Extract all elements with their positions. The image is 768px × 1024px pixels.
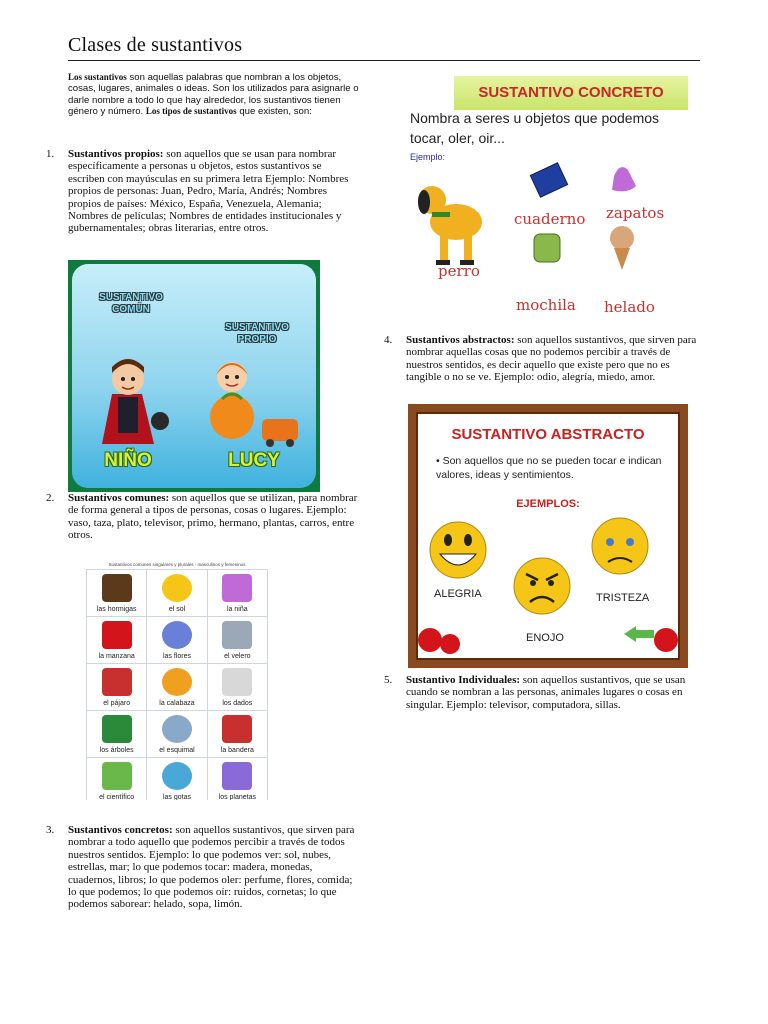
- list-item-propios: [46, 148, 352, 235]
- intro-paragraph: [68, 72, 368, 117]
- grid-cell-picture: [102, 574, 132, 602]
- item-number: 4.: [384, 334, 393, 346]
- item-text: son aquellos sustantivos, que sirven para nombrar a todo aquello que podemos percibir a través de todos nuestros sentidos. Ejemplo: lo que podemos ver: sol, nubes, estrellas, mar; lo que podemos tocar: madera, monedas, cuadernos, libros; lo que podemos oler: perfume, flores, comida; lo que podemos; lo que podemos oír: ruidos, cornetas; lo que podemos saborear: helado, sopa, limón.: [68, 824, 355, 911]
- grid-cell-picture: [102, 762, 132, 790]
- list-item-abstractos: [384, 334, 700, 384]
- grid-cell: [147, 570, 206, 616]
- label-propio: [212, 322, 302, 346]
- figure-comunes-grid: [86, 560, 268, 800]
- grid-cell: [147, 711, 206, 757]
- title-rule: [68, 60, 700, 61]
- label-comun-line1: SUSTANTIVO: [99, 292, 163, 303]
- grid-cell-label: el velero: [224, 653, 251, 660]
- figure-comun-propio: [68, 260, 320, 492]
- item-text: son aquellos sustantivos, que se usan cuando se nombran a las personas, animales lugares o cosas en singular. Ejemplo: televisor, computadora, sillas.: [406, 674, 686, 711]
- grid-cell-picture: [222, 574, 252, 602]
- grid-cell-label: el pájaro: [103, 700, 131, 707]
- grid-cell: [87, 570, 146, 616]
- label-comun: [86, 292, 176, 316]
- grid-cell: [147, 758, 206, 800]
- label-propio-line2: PROPIO: [237, 334, 277, 345]
- intro-text-1: son aquellas palabras que nombran a los objetos, cosas, lugares, animales o ideas. Son los utilizados para asignarle o darle nombre a todo lo que hay alrededor, los sustantivos tienen género y número.: [68, 72, 359, 117]
- item-number: 5.: [384, 674, 393, 686]
- grid-cell-label: las gotas: [162, 794, 191, 800]
- grid-cell-label: la manzana: [98, 653, 135, 660]
- intro-text-2: que existen, son:: [236, 105, 312, 117]
- grid-cell: [87, 711, 146, 757]
- label-mochila: mochila: [516, 296, 576, 314]
- grid-cell-picture: [162, 574, 192, 602]
- grid-cell-label: el científico: [99, 794, 135, 800]
- grid-cell: [208, 664, 267, 710]
- name-lucy: LUCY: [228, 450, 280, 471]
- grid-cell: [208, 758, 267, 800]
- concreto-banner-text: SUSTANTIVO CONCRETO: [478, 84, 664, 101]
- grid-cell-picture: [222, 621, 252, 649]
- item-text: son aquellos que se usan para nombrar específicamente a personas u objetos, estos sustantivos se escriben con mayúsculas en su primera letra Ejemplo: Nombres propios de personas: Juan, Pedro, María, Andrés; Nombres propios de países: México, España, Venezuela, Alemania; Nombres de películas; Nombres de entidades institucionales y gubernamentales; obras literarias, entre otros.: [68, 148, 349, 235]
- grid: [86, 569, 268, 800]
- grid-cell: [87, 664, 146, 710]
- item-number: 2.: [46, 492, 55, 504]
- grid-cell-picture: [222, 668, 252, 696]
- grid-cell: [208, 570, 267, 616]
- grid-cell: [208, 617, 267, 663]
- grid-cell-picture: [162, 715, 192, 743]
- label-cuaderno: cuaderno: [514, 210, 586, 228]
- label-helado: helado: [604, 298, 655, 316]
- abstracto-title: SUSTANTIVO ABSTRACTO: [451, 426, 645, 443]
- grid-cell-label: las flores: [162, 653, 191, 660]
- grid-cell-picture: [222, 762, 252, 790]
- grid-cell-picture: [102, 668, 132, 696]
- children-illustration: [82, 349, 312, 449]
- grid-cell: [87, 758, 146, 800]
- abstracto-ejemplos: EJEMPLOS:: [516, 498, 580, 510]
- item-term: Sustantivos comunes:: [68, 492, 170, 504]
- concreto-banner: [454, 76, 688, 110]
- item-text: son aquellos que se utilizan, para nombrar de forma general a tipos de personas, cosas o lugares. Ejemplo: vaso, taza, plato, televisor, primo, hermano, plantas, carros, entre otros.: [68, 492, 358, 542]
- item-term: Sustantivos abstractos:: [406, 334, 515, 346]
- abstracto-bullet: • Son aquellos que no se pueden tocar e indican valores, ideas y sentimientos.: [436, 455, 662, 481]
- grid-heading: Sustantivos comunes singulares y plurales · masculinos y femeninos: [108, 562, 246, 567]
- grid-cell-picture: [162, 621, 192, 649]
- grid-cell-picture: [102, 715, 132, 743]
- grid-cell-label: la calabaza: [159, 700, 195, 707]
- label-enojo: ENOJO: [526, 632, 564, 644]
- item-number: 3.: [46, 824, 55, 836]
- list-item-individuales: [384, 674, 700, 711]
- list-item-comunes: [46, 492, 360, 542]
- label-perro: perro: [438, 262, 480, 280]
- grid-cell-label: los dados: [222, 700, 253, 707]
- grid-cell-picture: [162, 668, 192, 696]
- grid-cell-picture: [222, 715, 252, 743]
- grid-cell-picture: [162, 762, 192, 790]
- concreto-line1: Nombra a seres u objetos que podemos: [410, 110, 660, 126]
- item-term: Sustantivos concretos:: [68, 824, 173, 836]
- label-alegria: ALEGRIA: [434, 588, 482, 600]
- grid-cell-label: las hormigas: [96, 606, 137, 613]
- grid-cell: [147, 664, 206, 710]
- grid-cell-label: el esquimal: [159, 747, 195, 754]
- grid-cell-label: el sol: [168, 606, 186, 613]
- grid-cell: [87, 617, 146, 663]
- item-text: son aquellos sustantivos, que sirven para nombrar aquellas cosas que no podemos percibir a través de nuestros sentidos, es decir aquello que existe pero que no es tangible o no se ve. Ejemplo: odio, alegría, miedo, amor.: [406, 334, 697, 384]
- intro-bold-2: Los tipos de sustantivos: [145, 105, 237, 116]
- label-tristeza: TRISTEZA: [596, 592, 650, 604]
- grid-cell: [147, 617, 206, 663]
- concreto-ejemplo: Ejemplo:: [410, 152, 446, 162]
- page-title: Clases de sustantivos: [68, 34, 243, 56]
- item-number: 1.: [46, 148, 55, 160]
- label-propio-line1: SUSTANTIVO: [225, 322, 289, 333]
- grid-cell-label: los planetas: [218, 794, 256, 800]
- grid-cell-label: la bandera: [220, 747, 254, 754]
- figure-concreto: [406, 72, 688, 330]
- grid-cell-label: los árboles: [99, 747, 134, 754]
- label-zapatos: zapatos: [606, 204, 665, 222]
- figure-abstracto: [408, 404, 688, 668]
- grid-cell: [208, 711, 267, 757]
- label-comun-line2: COMÚN: [112, 304, 150, 315]
- grid-cell-label: la niña: [227, 606, 248, 613]
- item-term: Sustantivos propios:: [68, 148, 164, 160]
- item-term: Sustantivo Individuales:: [406, 674, 521, 686]
- intro-lead: Los sustantivos: [68, 72, 127, 82]
- grid-cell-picture: [102, 621, 132, 649]
- list-item-concretos: [46, 824, 360, 911]
- concreto-line2: tocar, oler, oir...: [410, 130, 505, 146]
- name-nino: NIÑO: [104, 450, 152, 471]
